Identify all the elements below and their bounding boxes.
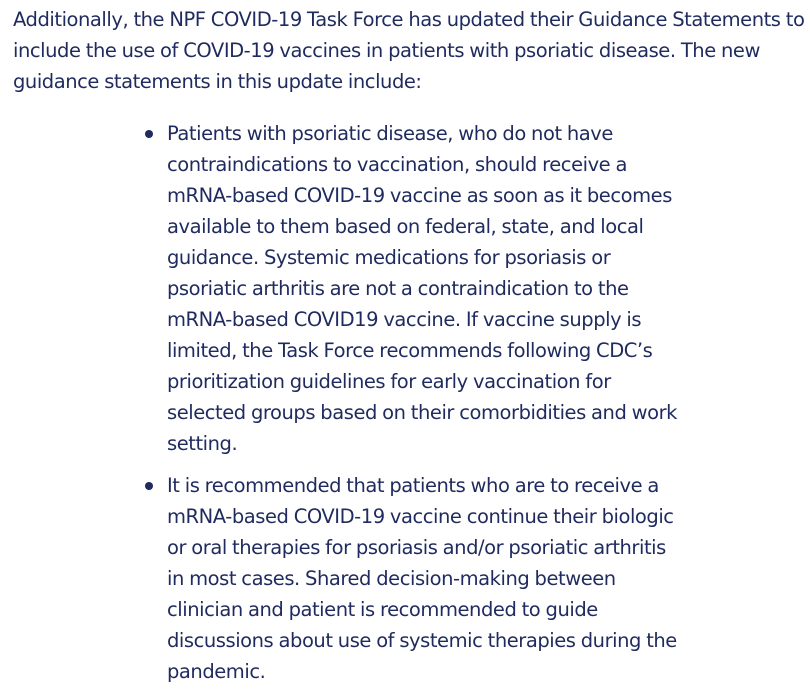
- guidance-item-text: It is recommended that patients who are to receive a mRNA-based COVID-19 vaccine continue their biologic or oral therapies for psoriasis and/or psoriatic arthritis in most cases. Shared decision-making between clinician and patient is recommended to guide discussions about use of systemic therapies during the pandemic.: [167, 474, 677, 683]
- guidance-item-text: Patients with psoriatic disease, who do not have contraindications to vaccination, should receive a mRNA-based COVID-19 vaccine as soon as it becomes available to them based on federal, state, and local guidance. Systemic medications for psoriasis or psoriatic arthritis are not a contraindication to the mRNA-based COVID19 vaccine. If vaccine supply is limited, the Task Force recommends following CDC’s prioritization guidelines for early vaccination for selected groups based on their comorbidities and work setting.: [167, 122, 678, 455]
- intro-paragraph: Additionally, the NPF COVID-19 Task Force has updated their Guidance Statements to include the use of COVID-19 vaccines in patients with psoriatic disease. The new guidance statements in this update include:: [13, 8, 805, 93]
- guidance-list-item: [167, 470, 677, 687]
- bullet-dot-icon: [145, 130, 153, 138]
- bullet-dot-icon: [145, 482, 153, 490]
- guidance-list: [167, 118, 677, 698]
- guidance-list-item: [167, 118, 677, 459]
